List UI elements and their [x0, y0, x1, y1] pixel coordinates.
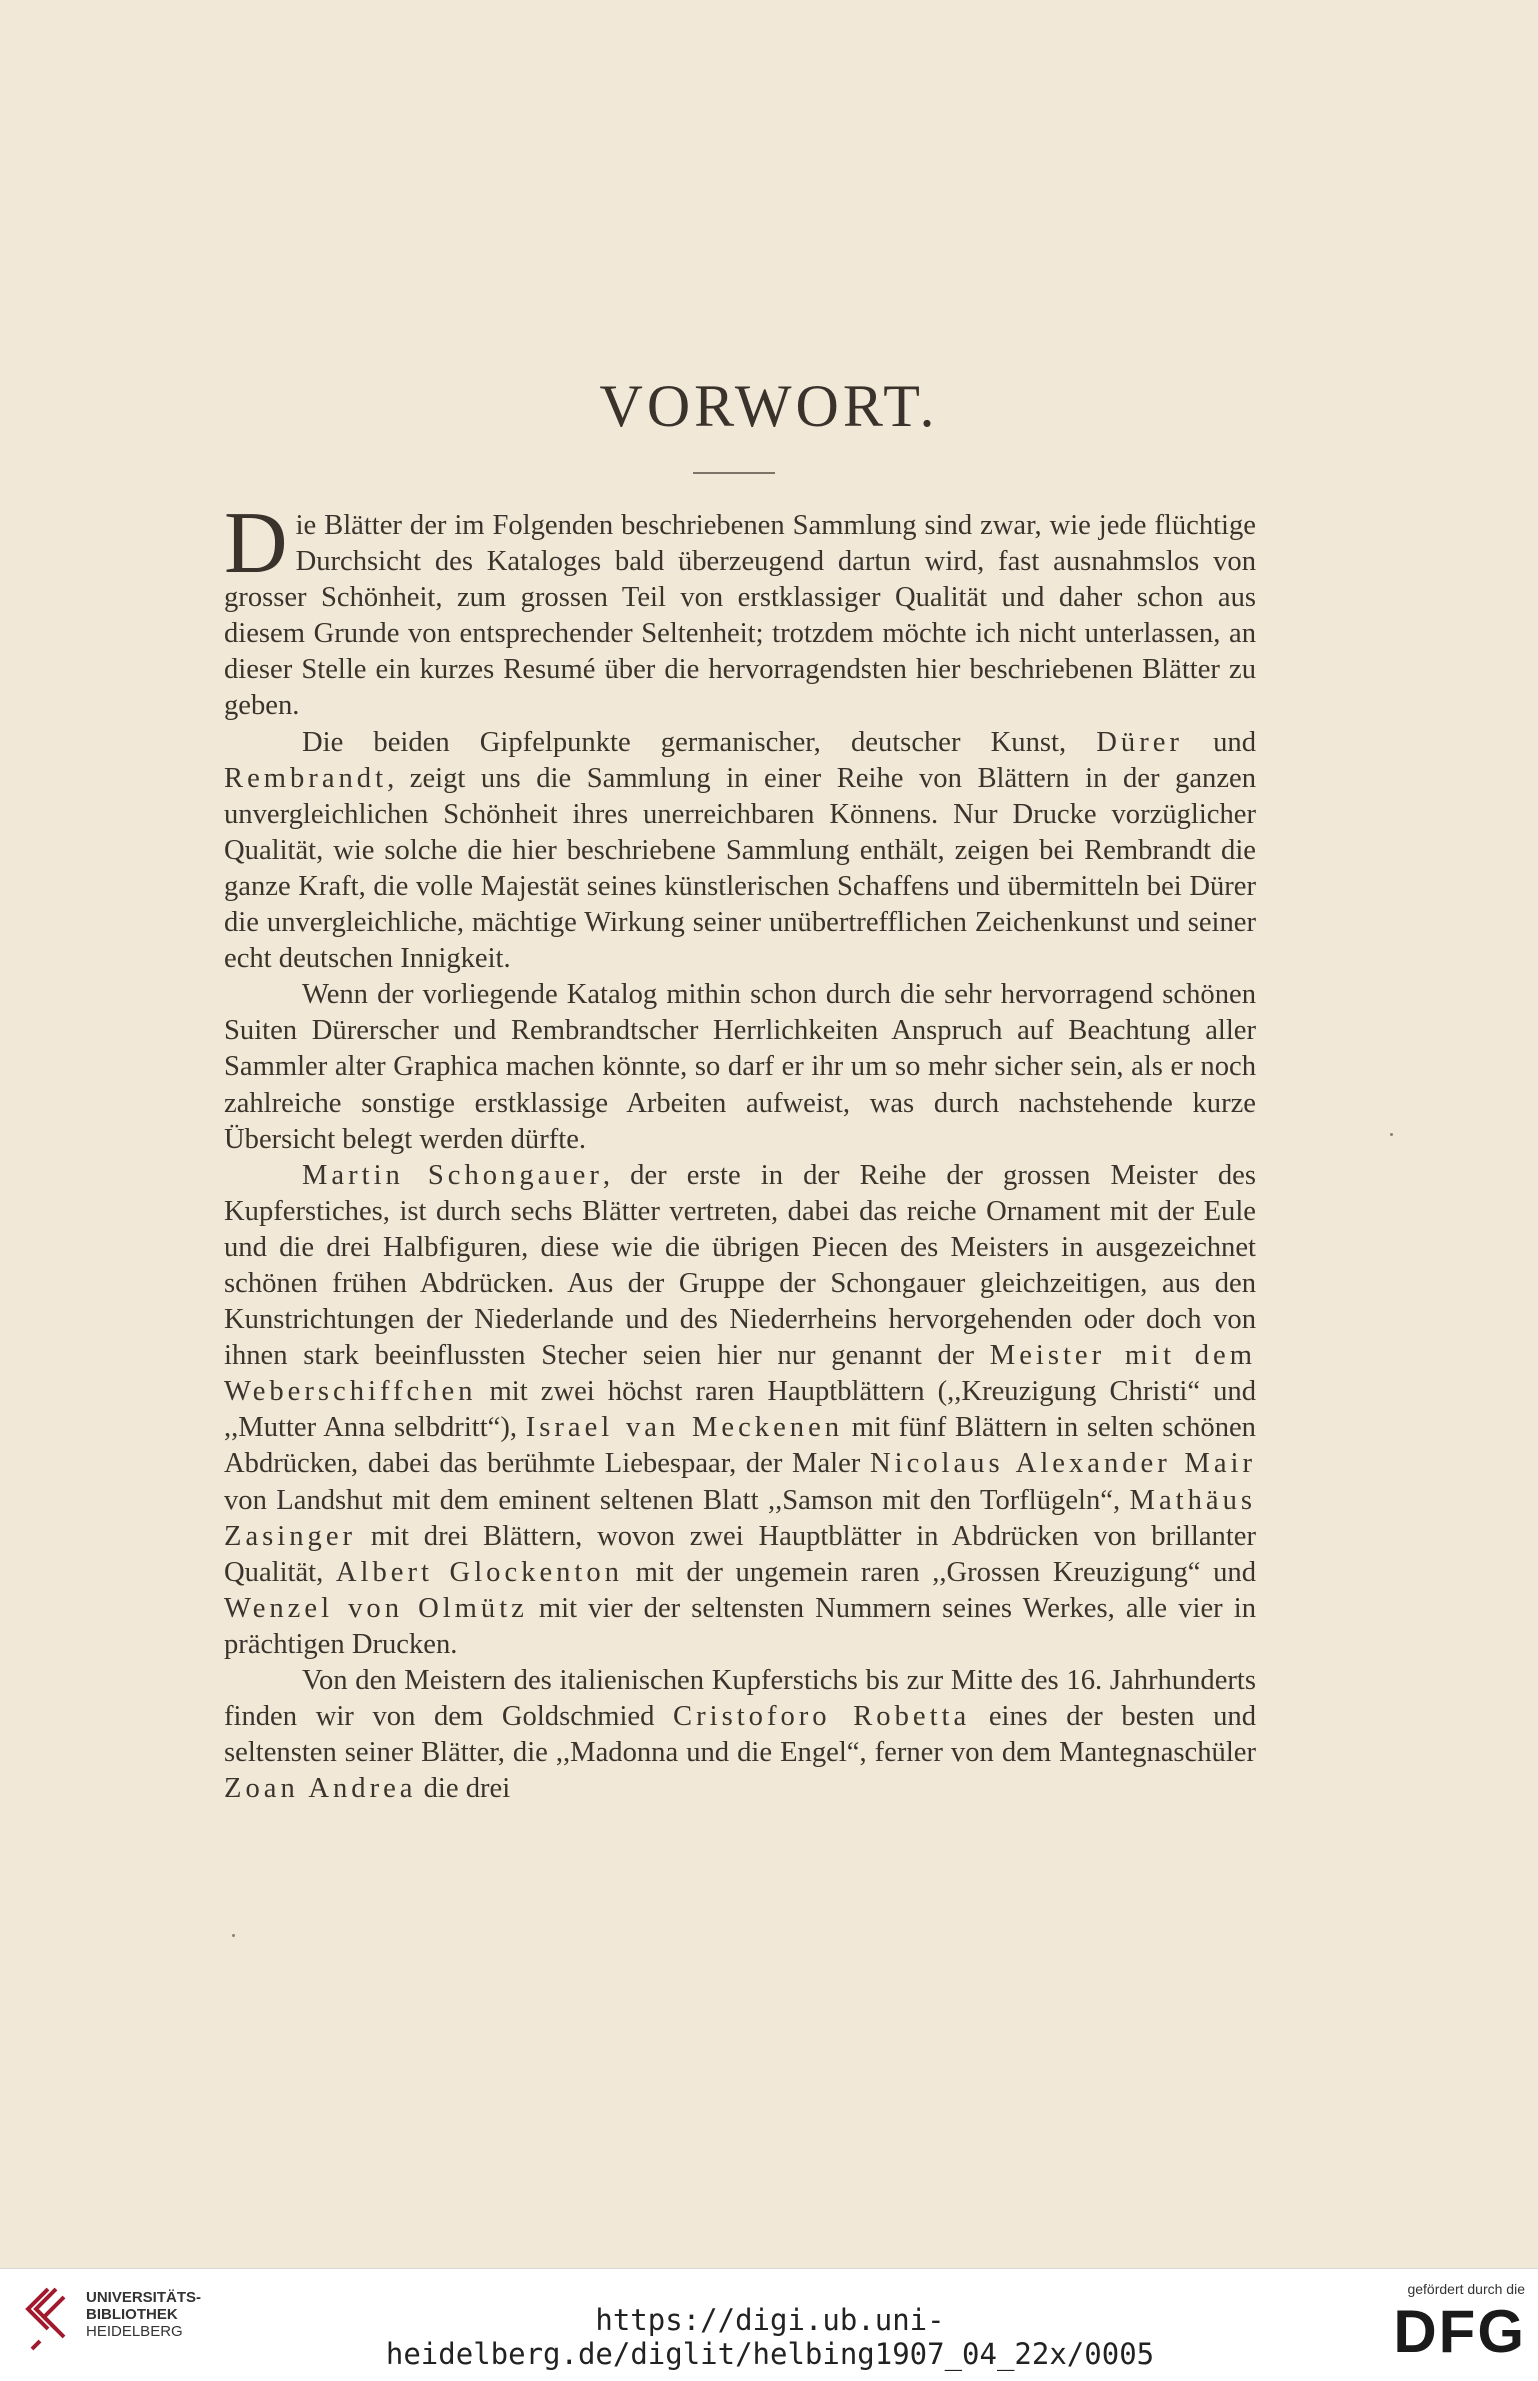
paragraph-4	[224, 1158, 1256, 1663]
name-durer: Dürer	[1096, 726, 1183, 758]
library-name-line-1: UNIVERSITÄTS-	[86, 2289, 202, 2306]
library-name-line-2: BIBLIOTHEK	[86, 2306, 178, 2323]
name-andrea: Zoan Andrea	[224, 1773, 417, 1805]
paragraph-4-text-f: mit der ungemein raren ,,Grossen Kreuzigung“ und	[622, 1556, 1257, 1588]
paragraph-5	[224, 1663, 1256, 1807]
name-glockenton: Albert Glockenton	[335, 1556, 623, 1588]
paragraph-2	[224, 725, 1256, 978]
paragraph-2-text-a: Die beiden Gipfelpunkte germanischer, deutscher Kunst,	[302, 726, 1097, 758]
paragraph-2-text-c: , zeigt uns die Sammlung in einer Reihe von Blättern in der ganzen unvergleichlichen Schönheit ihres unerreichbaren Könnens. Nur Drucke vorzüglicher Qualität, wie solche die hier beschriebene Sammlung enthält, zeigen bei Rembrandt die ganze Kraft, die volle Majestät seines künstlerischen Schaffens und übermitteln bei Dürer die unvergleichliche, mächtige Wirkung seiner unübertrefflichen Zeichenkunst und seiner echt deutschen Innigkeit.	[224, 762, 1256, 975]
name-mair: Nicolaus Alexander Mair	[869, 1448, 1256, 1480]
name-robetta: Cristoforo Robetta	[673, 1701, 971, 1733]
paragraph-4-text-g: mit vier der seltensten Nummern seines Werkes, alle vier in prächtigen Drucken.	[224, 1592, 1256, 1660]
library-name	[86, 2289, 201, 2340]
dfg-logo-icon[interactable]: DFG	[1393, 2298, 1526, 2365]
name-weberschiffchen: Meister mit dem Weberschiffchen	[224, 1340, 1256, 1408]
library-name-line-3: HEIDELBERG	[86, 2323, 183, 2340]
permalink-url[interactable]: https://digi.ub.uni-heidelberg.de/diglit/helbing1907_04_22x/0005	[385, 2303, 1155, 2371]
funded-by-label: gefördert durch die	[1407, 2281, 1525, 2297]
paragraph-4-text-c: mit fünf Blättern in selten schönen Abdrücken, dabei das berühmte Liebespaar, der Maler	[224, 1412, 1256, 1480]
paragraph-4-text-d: von Landshut mit dem eminent seltenen Blatt ,,Samson mit den Torflügeln“,	[224, 1484, 1130, 1516]
paragraph-2-text-b: und	[1182, 726, 1256, 758]
name-wenzel: Wenzel von Olmütz	[224, 1592, 528, 1624]
paragraph-1	[224, 495, 1256, 725]
paragraph-4-text-e: mit drei Blättern, wovon zwei Hauptblätter in Abdrücken von brillanter Qualität,	[224, 1520, 1256, 1588]
paper-speck	[232, 1934, 235, 1937]
footer-bar	[0, 2268, 1538, 2381]
library-logo-icon[interactable]	[18, 2283, 78, 2360]
paper-speck	[1390, 1133, 1393, 1136]
name-rembrandt: Rembrandt	[224, 762, 388, 794]
foreword-text	[224, 495, 1257, 1807]
title-divider	[693, 472, 775, 474]
paragraph-5-text-c: die drei	[416, 1773, 511, 1805]
paragraph-3: Wenn der vorliegende Katalog mithin schon durch die sehr hervorragend schönen Suiten Dürerscher und Rembrandtscher Herrlichkeiten Anspruch auf Beachtung aller Sammler alter Graphica machen könnte, so darf er ihr um so mehr sicher sein, als er noch zahlreiche sonstige erstklassige Arbeiten aufweist, was durch nachstehende kurze Übersicht belegt werden dürfte.	[224, 979, 1256, 1155]
paragraph-5-text-b: eines der besten und seltensten seiner Blätter, die ,,Madonna und die Engel“, ferner von dem Mantegnaschüler	[224, 1701, 1256, 1769]
paragraph-4-text-a: , der erste in der Reihe der grossen Meister des Kupferstiches, ist durch sechs Blätter vertreten, dabei das reiche Ornament mit der Eule und die drei Halbfiguren, diese wie die übrigen Piecen des Meisters in ausgezeichnet schönen frühen Abdrücken. Aus der Gruppe der Schongauer gleichzeitigen, aus den Kunstrichtungen der Niederlande und des Niederrheins hervorgehenden oder doch von ihnen stark beeinflussten Stecher seien hier nur genannt der	[224, 1159, 1256, 1372]
name-schongauer: Martin Schongauer	[302, 1159, 603, 1191]
paragraph-5-text-a: Von den Meistern des italienischen Kupferstichs bis zur Mitte des 16. Jahrhunderts finden wir von dem Goldschmied	[224, 1665, 1256, 1733]
name-meckenen: Israel van Meckenen	[525, 1412, 844, 1444]
paragraph-4-text-b: mit zwei höchst raren Hauptblättern (,,Kreuzigung Christi“ und ,,Mutter Anna selbdritt“),	[224, 1376, 1256, 1444]
paragraph-1-text: ie Blätter der im Folgenden beschriebenen Sammlung sind zwar, wie jede flüchtige Durchsicht des Kataloges bald überzeugend dartun wird, fast ausnahmslos von grosser Schönheit, zum grossen Teil von erstklassiger Qualität und daher schon aus diesem Grunde von entsprechender Seltenheit; trotzdem möchte ich nicht unterlassen, an dieser Stelle ein kurzes Resumé über die hervorragendsten hier beschriebenen Blätter zu geben.	[224, 510, 1256, 722]
drop-cap: D	[224, 495, 288, 592]
page-title: VORWORT.	[599, 373, 939, 439]
name-zasinger: Mathäus Zasinger	[224, 1484, 1256, 1552]
